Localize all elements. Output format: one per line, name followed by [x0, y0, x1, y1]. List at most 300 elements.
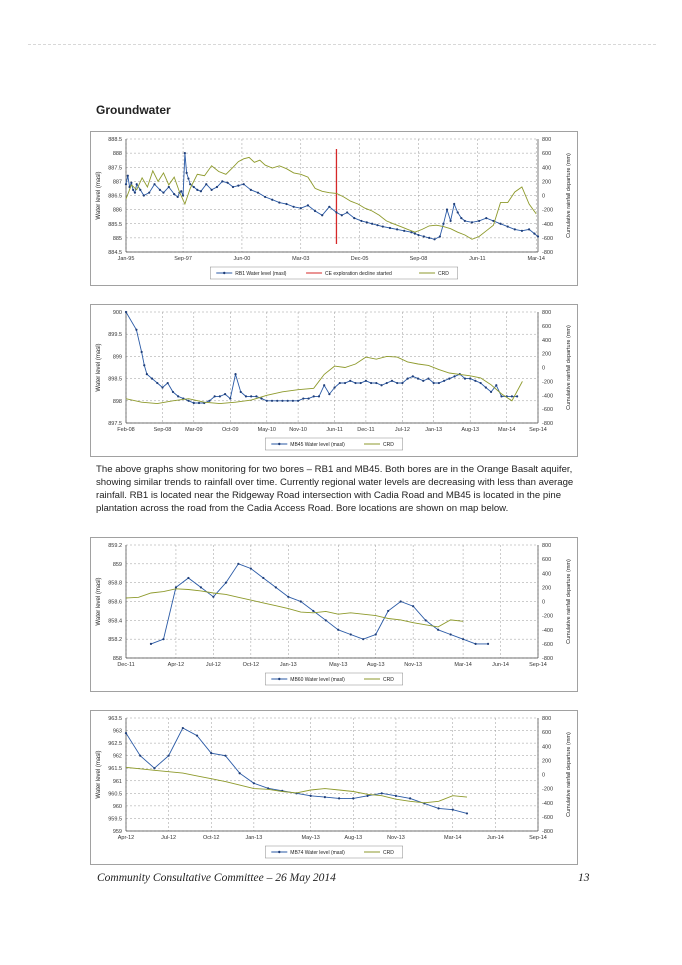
water-level-point — [168, 186, 170, 188]
x-tick-label: Dec-11 — [117, 662, 135, 668]
x-tick-label: Jan-95 — [117, 256, 135, 262]
water-level-point — [407, 378, 409, 380]
y2-axis-title: Cumulative rainfall departure (mm) — [566, 732, 572, 817]
water-level-point — [210, 752, 212, 754]
water-level-point — [338, 797, 340, 799]
water-level-point — [187, 400, 189, 402]
x-tick-label: Jun-11 — [469, 256, 486, 262]
water-level-point — [146, 373, 148, 375]
y-tick-label: 859.2 — [108, 543, 122, 549]
water-level-point — [177, 196, 179, 198]
water-level-point — [433, 238, 435, 240]
water-level-point — [533, 233, 535, 235]
water-level-point — [471, 221, 473, 223]
water-level-point — [337, 629, 339, 631]
x-tick-label: Sep-14 — [529, 835, 547, 841]
water-level-point — [196, 734, 198, 736]
x-tick-label: Mar-14 — [454, 662, 472, 668]
y-tick-label: 898.5 — [108, 376, 122, 383]
water-level-point — [480, 382, 482, 384]
water-level-point — [307, 204, 309, 206]
water-level-point — [193, 402, 195, 404]
y2-tick-label: -400 — [542, 800, 554, 807]
water-level-point — [219, 395, 221, 397]
water-level-point — [177, 395, 179, 397]
water-level-point — [448, 378, 450, 380]
legend-label: RB1 Water level (masl) — [235, 271, 287, 277]
y2-tick-label: 0 — [542, 365, 546, 372]
water-level-point — [271, 199, 273, 201]
chart-frame — [91, 538, 578, 692]
water-level-point — [389, 227, 391, 229]
x-tick-label: Jan-13 — [425, 427, 443, 433]
water-level-point — [349, 380, 351, 382]
top-dashed-rule — [28, 44, 656, 45]
water-level-point — [387, 610, 389, 612]
y2-tick-label: 0 — [542, 772, 546, 779]
y2-tick-label: -600 — [542, 814, 554, 821]
water-level-point — [360, 382, 362, 384]
water-level-point — [162, 192, 164, 194]
water-level-point — [161, 386, 163, 388]
water-level-point — [423, 235, 425, 237]
y2-tick-label: 0 — [542, 193, 546, 200]
x-tick-label: Mar-14 — [527, 256, 545, 262]
y-tick-label: 962 — [112, 753, 122, 760]
water-level-point — [396, 228, 398, 230]
water-level-point — [287, 400, 289, 402]
y2-tick-label: -400 — [542, 221, 554, 228]
legend-marker — [278, 678, 280, 680]
water-level-point — [382, 225, 384, 227]
water-level-point — [125, 311, 127, 313]
water-level-point — [143, 194, 145, 196]
water-level-point — [412, 375, 414, 377]
x-tick-label: Jul-12 — [161, 835, 177, 841]
water-level-point — [297, 400, 299, 402]
water-level-point — [200, 586, 202, 588]
water-level-point — [250, 189, 252, 191]
water-level-point — [302, 397, 304, 399]
y-tick-label: 858 — [112, 656, 122, 662]
water-level-point — [495, 384, 497, 386]
water-level-point — [375, 633, 377, 635]
water-level-point — [211, 189, 213, 191]
water-level-point — [172, 391, 174, 393]
water-level-point — [189, 183, 191, 185]
water-level-point — [214, 395, 216, 397]
water-level-point — [514, 228, 516, 230]
water-level-point — [250, 395, 252, 397]
water-level-point — [474, 380, 476, 382]
water-level-point — [350, 633, 352, 635]
water-level-point — [307, 397, 309, 399]
water-level-point — [412, 605, 414, 607]
water-level-point — [293, 206, 295, 208]
water-level-point — [229, 397, 231, 399]
y2-axis-title: Cumulative rainfall departure (mm) — [566, 153, 572, 238]
water-level-point — [400, 600, 402, 602]
y-tick-label: 959 — [112, 829, 122, 835]
water-level-point — [460, 217, 462, 219]
y-axis-title: Water level (masl) — [96, 750, 102, 799]
water-level-point — [276, 400, 278, 402]
water-level-point — [371, 223, 373, 225]
y2-tick-label: 600 — [542, 557, 552, 564]
legend-label: CRD — [383, 442, 394, 448]
water-level-point — [240, 391, 242, 393]
x-tick-label: May-13 — [329, 662, 348, 668]
water-level-point — [134, 192, 136, 194]
water-level-point — [325, 619, 327, 621]
water-level-point — [239, 772, 241, 774]
water-level-point — [139, 189, 141, 191]
water-level-point — [314, 210, 316, 212]
water-level-point — [346, 211, 348, 213]
water-level-point — [285, 203, 287, 205]
water-level-point — [450, 633, 452, 635]
water-level-point — [300, 207, 302, 209]
y2-tick-label: 400 — [542, 165, 552, 172]
water-level-point — [352, 797, 354, 799]
water-level-point — [143, 364, 145, 366]
water-level-point — [446, 209, 448, 211]
water-level-point — [255, 395, 257, 397]
y2-tick-label: 200 — [542, 758, 552, 765]
y2-tick-label: 200 — [542, 585, 552, 592]
water-level-point — [136, 183, 138, 185]
water-level-point — [216, 186, 218, 188]
water-level-point — [478, 220, 480, 222]
x-tick-label: Mar-14 — [444, 835, 462, 841]
water-level-point — [234, 373, 236, 375]
body-paragraph: The above graphs show monitoring for two bores – RB1 and MB45. Both bores are in the Orange Basalt aquifer, showing similar trends to rainfall over time. Currently regional water levels are decreasing with less than average rainfall. RB1 is located near the Ridgeway Road intersection with Cadia Road and MB45 is located in the pine plantation across the road from the Cadia Access Road. Bore locations are shown on map below. — [96, 464, 574, 515]
y-tick-label: 888.5 — [108, 137, 122, 143]
x-tick-label: Apr-12 — [167, 662, 185, 668]
water-level-point — [321, 214, 323, 216]
x-tick-label: Mar-03 — [292, 256, 310, 262]
y-tick-label: 887 — [112, 179, 122, 186]
y2-tick-label: -400 — [542, 393, 554, 400]
water-level-point — [250, 567, 252, 569]
water-level-point — [433, 382, 435, 384]
water-level-point — [148, 192, 150, 194]
water-level-point — [469, 378, 471, 380]
x-tick-label: Jul-12 — [205, 662, 221, 668]
y-tick-label: 961.5 — [108, 766, 122, 773]
water-level-point — [245, 395, 247, 397]
legend-label: CRD — [438, 271, 449, 277]
y-tick-label: 960.5 — [108, 791, 122, 798]
y-tick-label: 884.5 — [108, 250, 122, 256]
water-level-point — [324, 796, 326, 798]
legend-label: MB45 Water level (masl) — [290, 442, 345, 448]
water-level-point — [466, 812, 468, 814]
water-level-point — [132, 189, 134, 191]
y-tick-label: 858.6 — [108, 599, 122, 606]
water-level-point — [353, 217, 355, 219]
y2-tick-label: -200 — [542, 379, 554, 386]
water-level-point — [312, 610, 314, 612]
water-level-point — [300, 600, 302, 602]
water-level-point — [490, 391, 492, 393]
water-level-point — [153, 183, 155, 185]
y-tick-label: 885 — [112, 235, 122, 242]
y-tick-label: 959.5 — [108, 816, 122, 823]
water-level-point — [462, 638, 464, 640]
water-level-point — [425, 619, 427, 621]
water-level-point — [335, 211, 337, 213]
water-level-point — [237, 563, 239, 565]
water-level-point — [224, 393, 226, 395]
water-level-point — [159, 189, 161, 191]
water-level-point — [365, 380, 367, 382]
section-heading: Groundwater — [96, 103, 171, 117]
y2-tick-label: -200 — [542, 613, 554, 620]
x-tick-label: Jan-13 — [279, 662, 297, 668]
water-level-point — [380, 384, 382, 386]
legend-label: MB74 Water level (masl) — [290, 850, 345, 856]
x-tick-label: Dec-05 — [350, 256, 369, 262]
y2-tick-label: -200 — [542, 207, 554, 214]
x-tick-label: Feb-08 — [117, 427, 135, 433]
water-level-point — [381, 792, 383, 794]
x-tick-label: Jul-12 — [394, 427, 410, 433]
water-level-point — [417, 234, 419, 236]
water-level-point — [264, 196, 266, 198]
water-level-point — [507, 225, 509, 227]
x-tick-label: Mar-14 — [497, 427, 516, 433]
chart-frame — [91, 305, 578, 457]
water-level-point — [453, 375, 455, 377]
y-tick-label: 899.5 — [108, 332, 122, 339]
water-level-point — [396, 382, 398, 384]
water-level-point — [180, 190, 182, 192]
water-level-point — [243, 183, 245, 185]
water-level-point — [156, 382, 158, 384]
water-level-point — [354, 382, 356, 384]
x-tick-label: Aug-13 — [344, 835, 363, 841]
y-tick-label: 858.2 — [108, 637, 122, 644]
water-level-point — [262, 577, 264, 579]
x-tick-label: Jun-11 — [326, 427, 343, 433]
water-level-point — [173, 193, 175, 195]
water-level-point — [386, 382, 388, 384]
y2-tick-label: 200 — [542, 179, 552, 186]
water-level-point — [464, 378, 466, 380]
y2-tick-label: -800 — [542, 829, 554, 835]
x-tick-label: Sep-08 — [153, 427, 172, 433]
x-tick-label: Sep-14 — [529, 427, 547, 433]
y2-tick-label: 600 — [542, 151, 552, 158]
water-level-point — [151, 378, 153, 380]
water-level-point — [439, 235, 441, 237]
water-level-point — [437, 629, 439, 631]
water-level-point — [443, 380, 445, 382]
water-level-point — [212, 596, 214, 598]
legend-marker — [278, 851, 280, 853]
chart-mb60 — [90, 537, 578, 692]
water-level-point — [499, 223, 501, 225]
water-level-point — [271, 400, 273, 402]
x-tick-label: Dec-11 — [357, 427, 375, 433]
y2-tick-label: 800 — [542, 310, 552, 316]
footer-title: Community Consultative Committee – 26 May 2014 — [97, 872, 336, 884]
water-level-point — [450, 220, 452, 222]
water-level-point — [313, 395, 315, 397]
x-tick-label: Sep-14 — [529, 662, 547, 668]
water-level-point — [511, 395, 513, 397]
chart-rb1-svg — [90, 131, 578, 286]
chart-frame — [91, 132, 578, 286]
water-level-point — [162, 638, 164, 640]
water-level-point — [200, 190, 202, 192]
chart-mb60-svg — [90, 537, 578, 692]
y2-tick-label: -600 — [542, 235, 554, 242]
water-level-point — [186, 172, 188, 174]
y-tick-label: 858.4 — [108, 618, 122, 625]
y-tick-label: 961 — [112, 778, 122, 785]
water-level-point — [167, 382, 169, 384]
y2-tick-label: -200 — [542, 786, 554, 793]
water-level-point — [428, 237, 430, 239]
y2-tick-label: 800 — [542, 543, 552, 549]
x-tick-label: Sep-97 — [174, 256, 192, 262]
water-level-point — [292, 400, 294, 402]
legend-marker — [278, 443, 280, 445]
water-level-point — [141, 351, 143, 353]
water-level-point — [193, 186, 195, 188]
y-tick-label: 962.5 — [108, 741, 122, 748]
x-tick-label: Jan-13 — [245, 835, 263, 841]
x-tick-label: Oct-09 — [222, 427, 239, 433]
water-level-point — [310, 795, 312, 797]
x-tick-label: Jun-14 — [486, 835, 504, 841]
water-level-point — [401, 382, 403, 384]
legend-label: CRD — [383, 850, 394, 856]
water-level-point — [437, 807, 439, 809]
water-level-point — [464, 220, 466, 222]
water-level-point — [528, 228, 530, 230]
water-level-point — [334, 386, 336, 388]
y-tick-label: 858.8 — [108, 580, 122, 587]
x-tick-label: Jun-00 — [233, 256, 251, 262]
water-level-point — [341, 214, 343, 216]
water-level-point — [139, 755, 141, 757]
y-tick-label: 887.5 — [108, 165, 122, 172]
y2-tick-label: -400 — [542, 627, 554, 634]
y2-tick-label: 600 — [542, 730, 552, 737]
x-tick-label: Oct-12 — [242, 662, 260, 668]
legend-label: CRD — [383, 677, 394, 683]
water-level-point — [281, 400, 283, 402]
y2-axis-title: Cumulative rainfall departure (mm) — [566, 559, 572, 644]
water-level-point — [237, 185, 239, 187]
legend-marker — [223, 272, 225, 274]
water-level-point — [422, 380, 424, 382]
x-tick-label: Aug-13 — [366, 662, 385, 668]
water-level-point — [257, 192, 259, 194]
water-level-point — [328, 393, 330, 395]
y-tick-label: 963.5 — [108, 716, 122, 722]
y-tick-label: 899 — [112, 354, 122, 361]
y-tick-label: 885.5 — [108, 221, 122, 228]
water-level-point — [453, 203, 455, 205]
y2-tick-label: 200 — [542, 351, 552, 358]
water-level-point — [344, 382, 346, 384]
chart-mb45-svg — [90, 304, 578, 457]
y2-tick-label: 400 — [542, 571, 552, 578]
water-level-point — [168, 755, 170, 757]
x-tick-label: Jun-14 — [492, 662, 509, 668]
water-level-point — [253, 782, 255, 784]
y2-tick-label: -600 — [542, 641, 554, 648]
water-level-point — [130, 182, 132, 184]
water-level-point — [208, 400, 210, 402]
water-level-point — [150, 643, 152, 645]
water-level-point — [500, 395, 502, 397]
water-level-point — [366, 795, 368, 797]
water-level-point — [275, 586, 277, 588]
y-axis-title: Water level (masl) — [96, 577, 102, 626]
x-tick-label: Oct-12 — [202, 835, 220, 841]
water-level-point — [125, 183, 127, 185]
water-level-point — [438, 382, 440, 384]
chart-mb45 — [90, 304, 578, 457]
y-tick-label: 960 — [112, 803, 122, 810]
water-level-point — [474, 643, 476, 645]
x-tick-label: Aug-13 — [461, 427, 480, 433]
y2-tick-label: 400 — [542, 744, 552, 751]
y2-tick-label: 800 — [542, 137, 552, 143]
y2-tick-label: 800 — [542, 716, 552, 722]
chart-mb74-svg — [90, 710, 578, 865]
y-tick-label: 898 — [112, 398, 122, 405]
water-level-point — [521, 230, 523, 232]
water-level-point — [339, 382, 341, 384]
water-level-point — [391, 380, 393, 382]
water-level-point — [487, 643, 489, 645]
y-axis-title: Water level (masl) — [96, 171, 102, 220]
water-level-point — [318, 395, 320, 397]
water-level-point — [153, 767, 155, 769]
water-level-point — [196, 189, 198, 191]
water-level-point — [417, 378, 419, 380]
water-level-point — [225, 582, 227, 584]
chart-rb1 — [90, 131, 578, 286]
water-level-point — [182, 727, 184, 729]
water-level-point — [403, 230, 405, 232]
legend-label: CE exploration decline started — [325, 271, 392, 277]
y2-tick-label: 400 — [542, 337, 552, 344]
water-level-point — [366, 221, 368, 223]
y2-tick-label: 0 — [542, 599, 546, 606]
y2-tick-label: -800 — [542, 656, 554, 662]
y-tick-label: 963 — [112, 728, 122, 735]
water-level-point — [227, 182, 229, 184]
page-number: 13 — [578, 872, 590, 884]
water-level-point — [198, 402, 200, 404]
y2-tick-label: -600 — [542, 407, 554, 414]
legend-label: MB60 Water level (masl) — [290, 677, 345, 683]
y-tick-label: 886 — [112, 207, 122, 214]
water-level-point — [205, 183, 207, 185]
water-level-point — [260, 397, 262, 399]
water-level-point — [485, 386, 487, 388]
water-level-point — [414, 233, 416, 235]
x-tick-label: May-13 — [301, 835, 320, 841]
x-tick-label: Nov-10 — [289, 427, 307, 433]
